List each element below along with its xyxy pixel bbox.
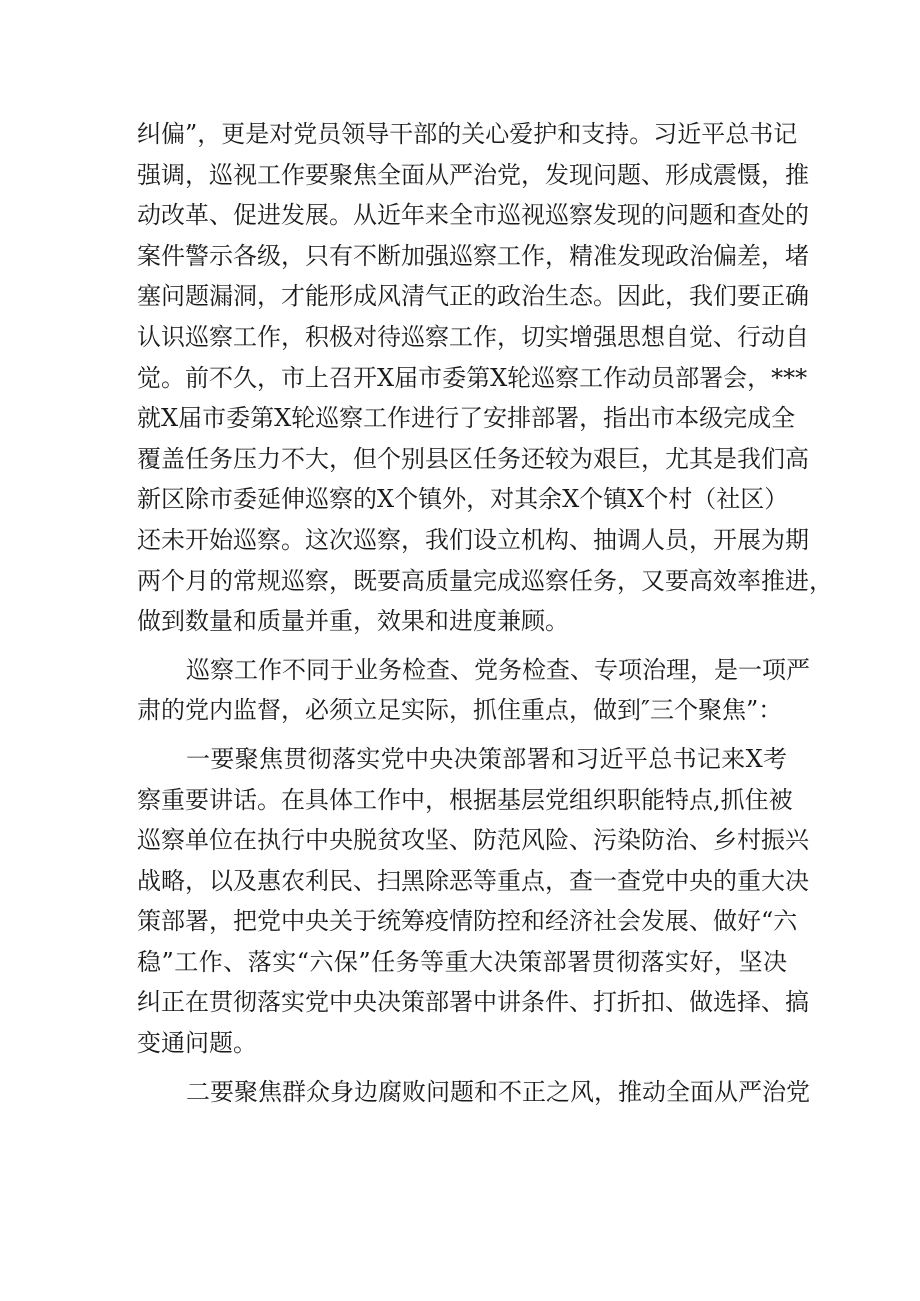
text-line: 二要聚焦群众身边腐败问题和不正之风，推动全面从严治党	[186, 1077, 810, 1106]
text-line: 巡察单位在执行中央脱贫攻坚、防范风险、污染防治、乡村振兴	[137, 826, 809, 855]
paragraph-spacer	[137, 642, 787, 650]
text-line: 纠正在贯彻落实党中央决策部署中讲条件、打折扣、做选择、搞	[137, 988, 809, 1017]
text-line: 还未开始巡察。这次巡察，我们设立机构、抽调人员，开展为期	[137, 525, 809, 554]
text-line: 察重要讲话。在具体工作中，根据基层党组织职能特点,抓住被	[137, 785, 793, 814]
paragraph-4	[137, 1072, 810, 1113]
text-line: 覆盖任务压力不大，但个别县区任务还较为艰巨，尤其是我们高	[137, 444, 809, 473]
text-line: 纠偏”，更是对党员领导干部的关心爱护和支持。习近平总书记	[137, 120, 798, 148]
text-line: 一要聚焦贯彻落实党中央决策部署和习近平总书记来X考	[186, 744, 787, 773]
text-line: 动改革、促进发展。从近年来全市巡视巡察发现的问题和查处的	[137, 201, 809, 230]
text-line: 强调，巡视工作要聚焦全面从严治党，发现问题、形成震慑，推	[137, 160, 809, 189]
text-line: 肃的党内监督，必须立足实际，抓住重点，做到″三个聚焦”：	[137, 696, 783, 725]
paragraph-3	[137, 739, 809, 1064]
text-line: 做到数量和质量并重，效果和进度兼顾。	[137, 607, 569, 636]
paragraph-spacer	[137, 731, 787, 739]
document-body	[137, 114, 833, 1112]
text-line: 战略，以及惠农利民、扫黑除恶等重点，查一查党中央的重大决	[137, 866, 809, 895]
text-line: 巡察工作不同于业务检查、党务检查、专项治理，是一项严	[186, 655, 810, 684]
paragraph-1	[137, 114, 833, 642]
text-line: 就X届市委第X轮巡察工作进行了安排部署，指出市本级完成全	[137, 404, 796, 433]
paragraph-2	[137, 650, 810, 731]
text-line: 策部署，把党中央关于统筹疫情防控和经济社会发展、做好“六	[137, 907, 798, 936]
text-line: 认识巡察工作，积极对待巡察工作，切实增强思想自觉、行动自	[137, 322, 809, 351]
text-line: 案件警示各级，只有不断加强巡察工作，精准发现政治偏差，堵	[137, 241, 809, 270]
text-line: 稳”工作、落实“六保”任务等重大决策部署贯彻落实好，坚决	[137, 947, 787, 976]
paragraph-spacer	[137, 1064, 787, 1072]
text-line: 新区除市委延伸巡察的X个镇外，对其余X个镇X个村（社区）	[137, 485, 789, 514]
text-line: 变通问题。	[137, 1029, 257, 1058]
text-line: 塞问题漏洞，才能形成风清气正的政治生态。因此，我们要正确	[137, 282, 809, 311]
text-line: 觉。前不久，市上召开X届市委第X轮巡察工作动员部署会，***	[137, 363, 808, 392]
text-line: 两个月的常规巡察，既要高质量完成巡察任务，又要高效率推进，	[137, 566, 833, 595]
